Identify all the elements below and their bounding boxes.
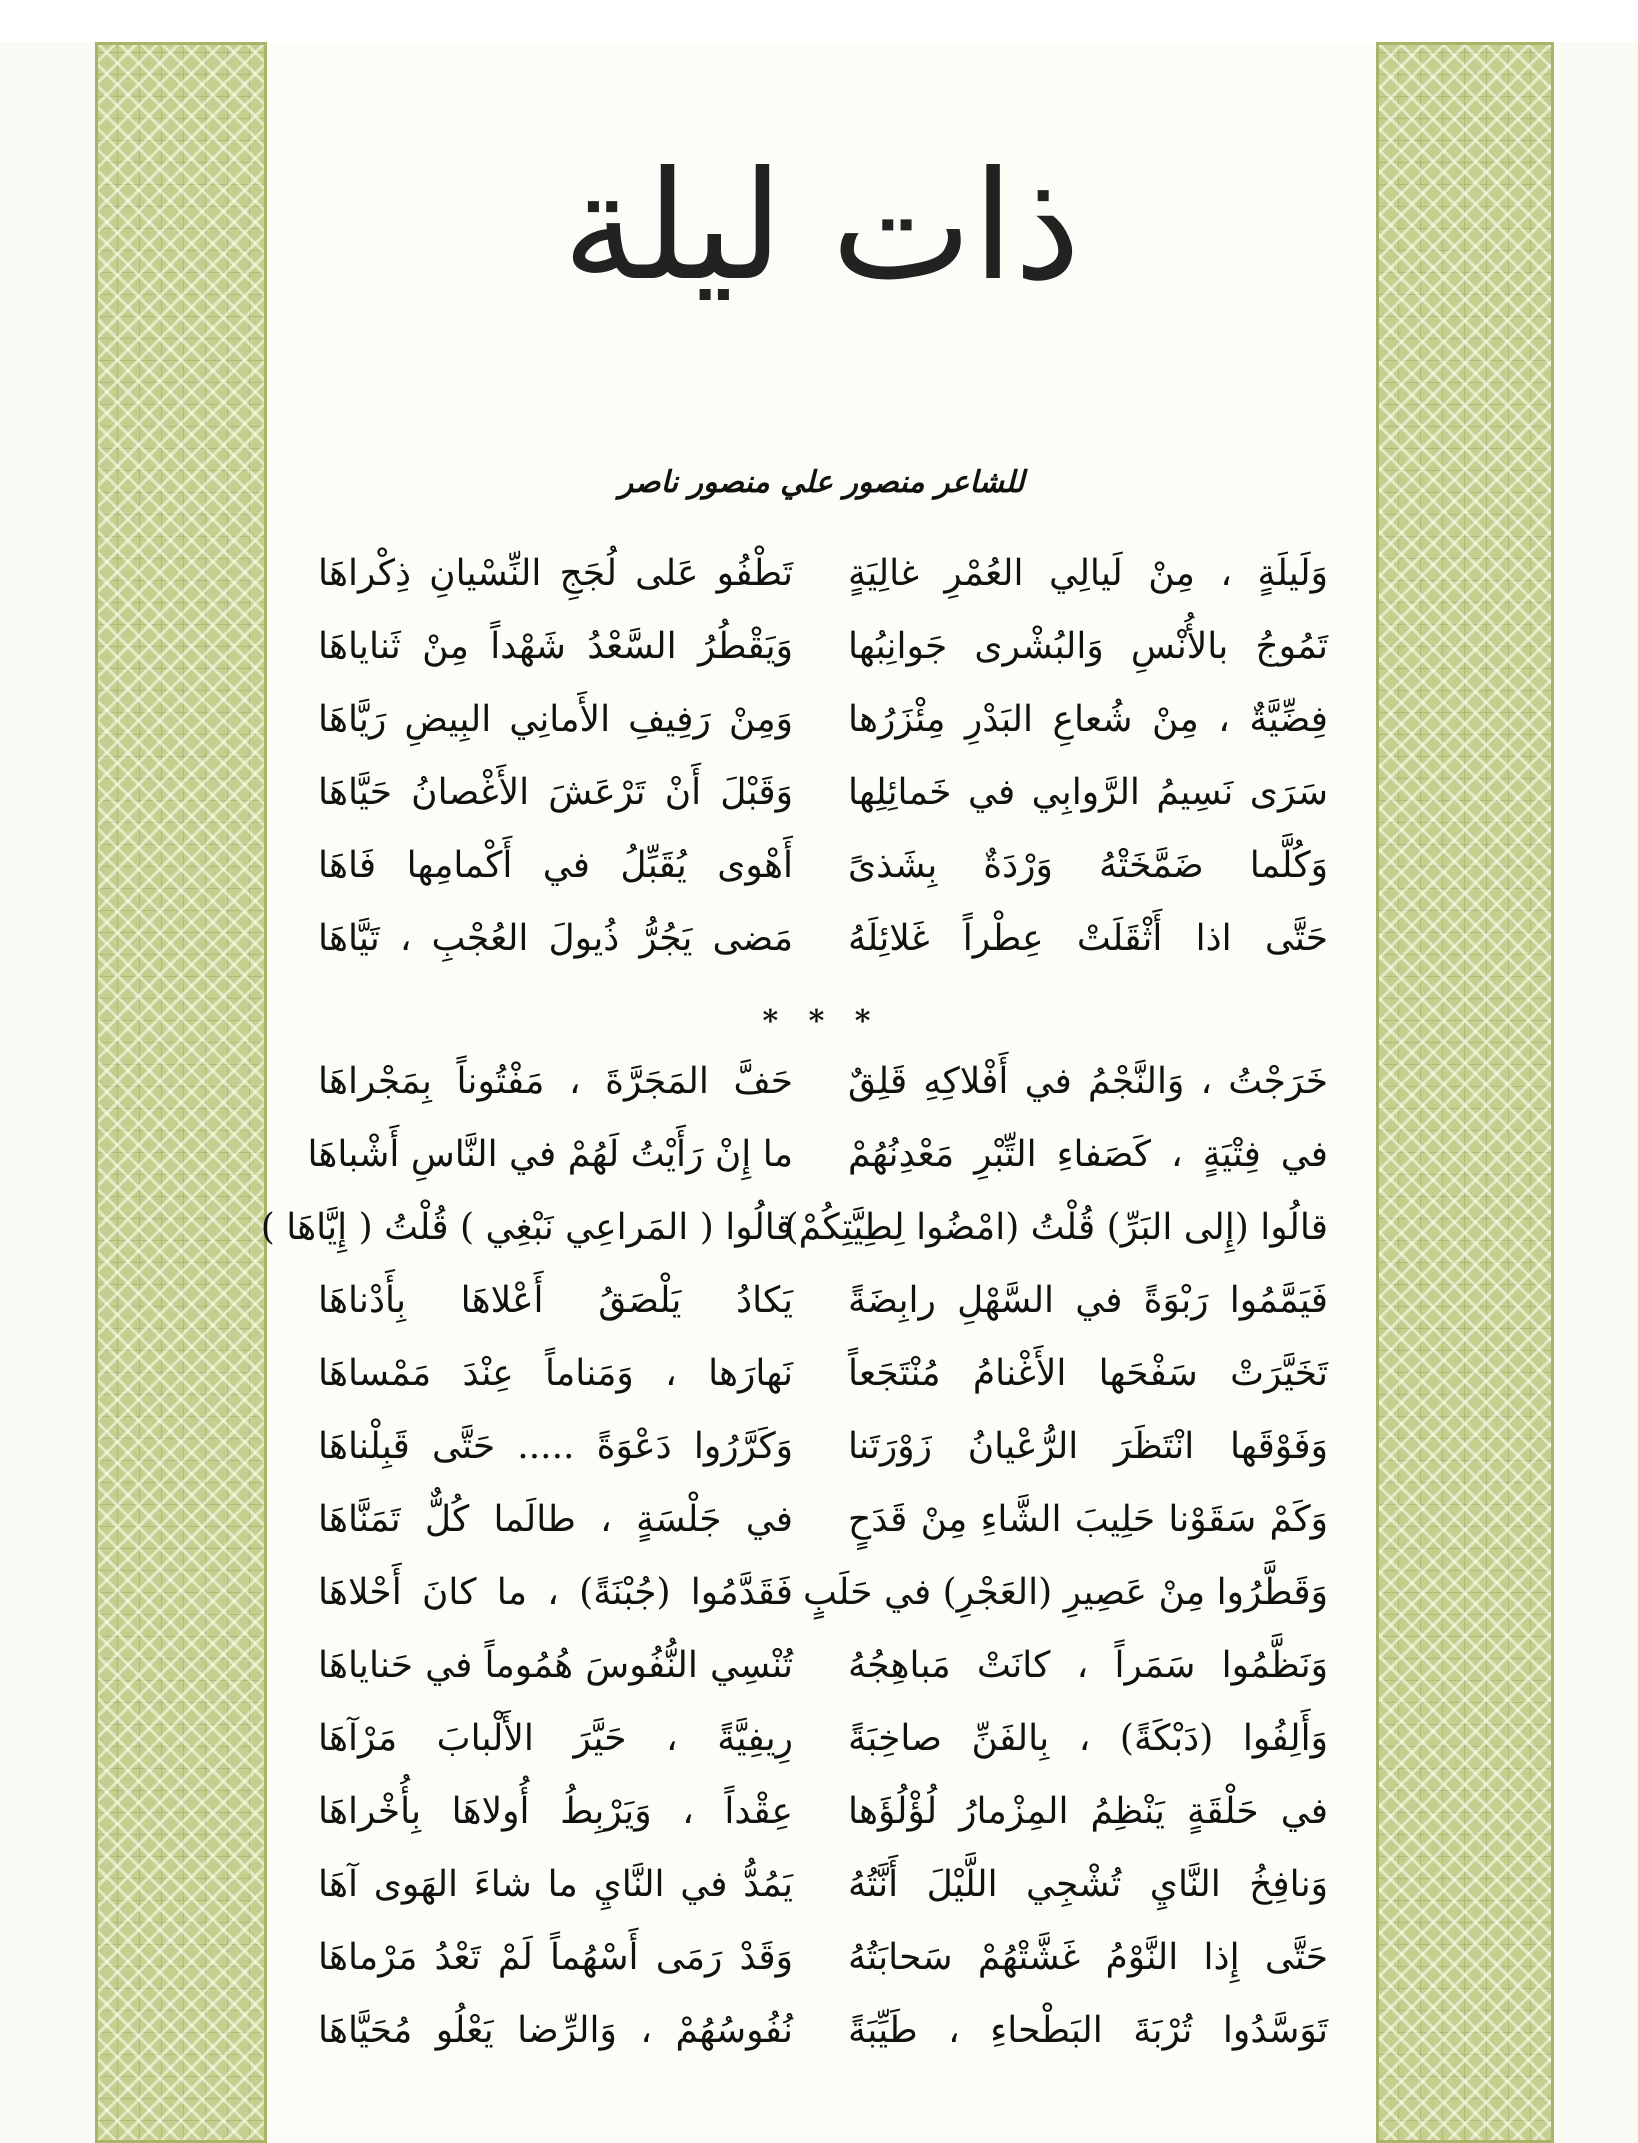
- ornamental-border-left: [95, 42, 267, 2143]
- verse-first-hemistich: في حَلْقَةٍ يَنْظِمُ المِزْمارُ لُؤْلُؤَها: [848, 1791, 1328, 1832]
- verse-second-hemistich: تَطْفُو عَلى لُجَجِ النِّسْيانِ ذِكْراهَا: [318, 553, 793, 594]
- verse-first-hemistich: في فِتْيَةٍ ، كَصَفاءِ التِّبْرِ مَعْدِنُهُمْ: [848, 1134, 1328, 1175]
- verse-line: [267, 1485, 1376, 1555]
- verse-first-hemistich: وَفَوْقَها انْتَظَرَ الرُّعْيانُ زَوْرَتَنا: [848, 1426, 1328, 1467]
- verse-first-hemistich: وَنَظَّمُوا سَمَراً ، كانَتْ مَباهِجُهُ: [848, 1645, 1328, 1686]
- verse-line: [267, 1558, 1376, 1628]
- poet-byline: للشاعر منصور علي منصور ناصر: [618, 465, 1025, 500]
- verse-first-hemistich: تَخَيَّرَتْ سَفْحَها الأَغْنامُ مُنْتَجَعاً: [848, 1353, 1328, 1394]
- verse-second-hemistich: نُفُوسُهُمْ ، وَالرِّضا يَعْلُو مُحَيَّاهَا: [318, 2010, 793, 2051]
- verse-first-hemistich: وَلَيلَةٍ ، مِنْ لَيالِي العُمْرِ غالِيَةٍ: [848, 553, 1328, 594]
- poem-title: ذات ليلة: [562, 140, 1081, 314]
- verse-line: [267, 1047, 1376, 1117]
- verse-line: [267, 1266, 1376, 1336]
- verse-line: [267, 758, 1376, 828]
- verse-line: [267, 904, 1376, 974]
- verse-second-hemistich: في جَلْسَةٍ ، طالَما كُلٌّ تَمَنَّاهَا: [318, 1499, 793, 1540]
- verse-second-hemistich: حَفَّ المَجَرَّةَ ، مَفْتُوناً بِمَجْراهَا: [318, 1061, 793, 1102]
- verse-second-hemistich: وَكَرَّرُوا دَعْوَةً ..... حَتَّى قَبِلْناهَا: [318, 1426, 793, 1467]
- verse-second-hemistich: يَكادُ يَلْصَقُ أَعْلاهَا بِأَدْناهَا: [318, 1280, 793, 1321]
- verse-line: [267, 1850, 1376, 1920]
- verse-line: [260, 1193, 1376, 1263]
- verse-line: [267, 1339, 1376, 1409]
- verse-first-hemistich: خَرَجْتُ ، وَالنَّجْمُ في أَفْلاكِهِ قَلِقٌ: [848, 1061, 1328, 1102]
- verse-second-hemistich: وَمِنْ رَفِيفِ الأَمانِي البِيضِ رَيَّاهَا: [318, 699, 793, 740]
- verse-second-hemistich: وَيَقْطُرُ السَّعْدُ شَهْداً مِنْ ثَناياهَا: [318, 626, 793, 667]
- verse-line: [267, 1704, 1376, 1774]
- verse-first-hemistich: فَيَمَّمُوا رَبْوَةً في السَّهْلِ رابِضَةً: [848, 1280, 1328, 1321]
- verse-line: [267, 831, 1376, 901]
- verse-first-hemistich: سَرَى نَسِيمُ الرَّوابِي في خَمائِلِها: [848, 772, 1328, 813]
- verse-second-hemistich: نَهارَها ، وَمَناماً عِنْدَ مَمْساهَا: [318, 1353, 793, 1394]
- verse-line: [267, 612, 1376, 682]
- poem-page: [260, 42, 1376, 2143]
- verse-second-hemistich: رِيفِيَّةً ، حَيَّرَ الأَلْبابَ مَرْآهَا: [318, 1718, 793, 1759]
- verse-line: [267, 1631, 1376, 1701]
- verse-second-hemistich: قالُوا ( المَراعِي نَبْغِي ) قُلْتُ ( إِيَّاهَا ): [260, 1207, 793, 1248]
- verse-second-hemistich: تُنْسِي النُّفُوسَ هُمُوماً في حَناياهَا: [318, 1645, 793, 1686]
- verse-second-hemistich: يَمُدُّ في النَّايِ ما شاءَ الهَوى آهَا: [318, 1864, 793, 1905]
- verse-first-hemistich: تَوَسَّدُوا تُرْبَةَ البَطْحاءِ ، طَيِّبَةً: [848, 2010, 1328, 2051]
- verse-line: [267, 685, 1376, 755]
- verse-line: [267, 1777, 1376, 1847]
- verse-first-hemistich: حَتَّى إِذا النَّوْمُ غَشَّتْهُمْ سَحابَتُهُ: [848, 1937, 1328, 1978]
- verse-first-hemistich: وَقَطَّرُوا مِنْ عَصِيرِ (العَجْرِ) في حَلَبٍ: [803, 1572, 1328, 1613]
- verse-first-hemistich: وَأَلِفُوا (دَبْكَةً) ، بِالفَنِّ صاخِبَةً: [848, 1718, 1328, 1759]
- verse-line: [267, 539, 1376, 609]
- verse-first-hemistich: قالُوا (إِلى البَرِّ) قُلْتُ (امْضُوا لِطِيَّتِكُمْ): [784, 1207, 1328, 1248]
- ornamental-border-right: [1376, 42, 1554, 2143]
- verse-second-hemistich: أَهْوى يُقَبِّلُ في أَكْمامِها فَاهَا: [318, 845, 793, 886]
- verse-second-hemistich: وَقَدْ رَمَى أَسْهُماً لَمْ تَعْدُ مَرْماهَا: [318, 1937, 793, 1978]
- verse-second-hemistich: ما إِنْ رَأَيْتُ لَهُمْ في النَّاسِ أَشْباهَا: [307, 1134, 793, 1175]
- verse-first-hemistich: وَكَمْ سَقَوْنا حَلِيبَ الشَّاءِ مِنْ قَدَحٍ: [848, 1499, 1328, 1540]
- top-margin: [0, 0, 1638, 42]
- verse-line: [267, 1996, 1376, 2066]
- verse-line: [267, 1923, 1376, 1993]
- verse-line: [267, 1120, 1376, 1190]
- verse-first-hemistich: تَمُوجُ بالأُنْسِ وَالبُشْرى جَوانِبُها: [848, 626, 1328, 667]
- verse-line: [267, 1412, 1376, 1482]
- verse-second-hemistich: عِقْداً ، وَيَرْبِطُ أُولاهَا بِأُخْراهَا: [318, 1791, 793, 1832]
- verse-first-hemistich: فِضِّيَّةٌ ، مِنْ شُعاعِ البَدْرِ مِئْزَرُها: [848, 699, 1328, 740]
- verse-second-hemistich: فَقَدَّمُوا (جُبْنَةً) ، ما كانَ أَحْلاهَا: [318, 1572, 793, 1613]
- verse-first-hemistich: وَنافِخُ النَّايِ تُشْجِي اللَّيْلَ أَنَّتُهُ: [848, 1864, 1328, 1905]
- verse-second-hemistich: مَضى يَجُرُّ ذُيولَ العُجْبِ ، تَيَّاهَا: [318, 918, 793, 959]
- verse-second-hemistich: وَقَبْلَ أَنْ تَرْعَشَ الأَغْصانُ حَيَّاهَا: [318, 772, 793, 813]
- section-separator: * * *: [762, 1004, 881, 1039]
- verse-first-hemistich: حَتَّى اذا أَثْقَلَتْ عِطْراً غَلائِلَهُ: [848, 918, 1328, 959]
- verse-first-hemistich: وَكُلَّما ضَمَّخَتْهُ وَرْدَةٌ بِشَذىً: [848, 845, 1328, 886]
